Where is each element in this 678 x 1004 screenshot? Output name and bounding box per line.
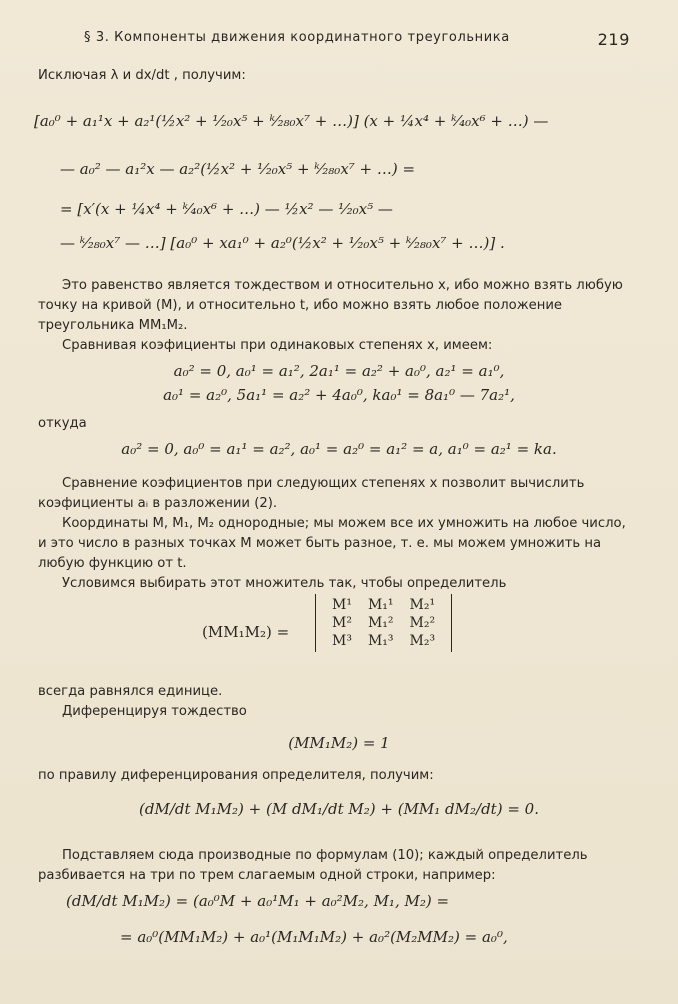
det-cell: M₁³ (367, 633, 394, 649)
equation-2-line-1: a₀² = 0, a₀¹ = a₁², 2a₁¹ = a₂² + a₀⁰, a₂¹ = a₁⁰, (173, 362, 505, 380)
equation-6-line-1: (dM/dt M₁M₂) = (a₀⁰M + a₀¹M₁ + a₀²M₂, M₁, M₂) = (66, 892, 450, 910)
det-cell: M₂³ (409, 633, 436, 649)
header-title: § 3. Компоненты движения координатного треугольника (84, 30, 510, 45)
equation-1-line-2: — a₀² — a₁²x — a₂²(½x² + ¹⁄₂₀x⁵ + ᵏ⁄₂₈₀x⁷ + …) = (60, 160, 416, 178)
determinant-label: (MM₁M₂) = (202, 623, 290, 641)
diff-text: Диференцируя тождество (62, 704, 247, 719)
equation-3: a₀² = 0, a₀⁰ = a₁¹ = a₂², a₀¹ = a₂⁰ = a₁² = a, a₁⁰ = a₂¹ = ka. (121, 440, 557, 458)
det-cell: M₁¹ (367, 597, 394, 613)
equation-4: (MM₁M₂) = 1 (288, 734, 390, 752)
det-cell: M³ (332, 633, 352, 649)
equation-1-line-1: [a₀⁰ + a₁¹x + a₂¹(½x² + ¹⁄₂₀x⁵ + ᵏ⁄₂₈₀x⁷ + …)] (x + ¼x⁴ + ᵏ⁄₄₀x⁶ + …) — (34, 112, 549, 130)
identity-paragraph: Это равенство является тождеством и относительно x, ибо можно взять любую точку на кривой (M), и относительно t, ибо можно взять любое положение треугольника MM₁M₂. (38, 278, 623, 333)
choose-paragraph: Условимся выбирать этот множитель так, чтобы определитель (62, 576, 507, 591)
equation-5: (dM/dt M₁M₂) + (M dM₁/dt M₂) + (MM₁ dM₂/dt) = 0. (139, 800, 539, 818)
compare-paragraph: Сравнивая коэфициенты при одинаковых степенях x, имеем: (62, 338, 493, 353)
subst-paragraph: Подставляем сюда производные по формулам (10); каждый определитель разбивается на три по трем слагаемым одной строки, например: (38, 848, 588, 883)
equation-6-line-2: = a₀⁰(MM₁M₂) + a₀¹(M₁M₁M₂) + a₀²(M₂MM₂) = a₀⁰, (120, 928, 508, 946)
det-cell: M² (332, 615, 352, 631)
equation-1-line-3: = [x′(x + ¼x⁴ + ᵏ⁄₄₀x⁶ + …) — ½x² — ¹⁄₂₀x⁵ — (60, 200, 393, 218)
determinant (315, 594, 452, 652)
det-cell: M¹ (332, 597, 352, 613)
running-header (84, 30, 630, 49)
det-cell: M₂² (409, 615, 436, 631)
equation-1-line-4: — ᵏ⁄₂₈₀x⁷ — …] [a₀⁰ + xa₁⁰ + a₂⁰(½x² + ¹⁄₂₀x⁵ + ᵏ⁄₂₈₀x⁷ + …)] . (60, 234, 505, 252)
rule-paragraph: по правилу диференцирования определителя, получим: (38, 768, 434, 783)
det-cell: M₁² (367, 615, 394, 631)
intro-text: Исключая λ и dx/dt , получим: (38, 68, 246, 83)
always-text: всегда равнялся единице. (38, 684, 223, 699)
page-number: 219 (597, 30, 630, 49)
equation-2-line-2: a₀¹ = a₂⁰, 5a₁¹ = a₂² + 4a₀⁰, ka₀¹ = 8a₁⁰ — 7a₂¹, (163, 386, 515, 404)
next-paragraph: Сравнение коэфициентов при следующих степенях x позволит вычислить коэфициенты aᵢ в разложении (2). (38, 476, 585, 511)
homogeneous-paragraph: Координаты M, M₁, M₂ однородные; мы можем все их умножить на любое число, и это число в разных точках M может быть разное, т. е. мы можем умножить на любую функцию от t. (38, 516, 626, 571)
det-cell: M₂¹ (409, 597, 436, 613)
whence-word: откуда (38, 416, 87, 431)
